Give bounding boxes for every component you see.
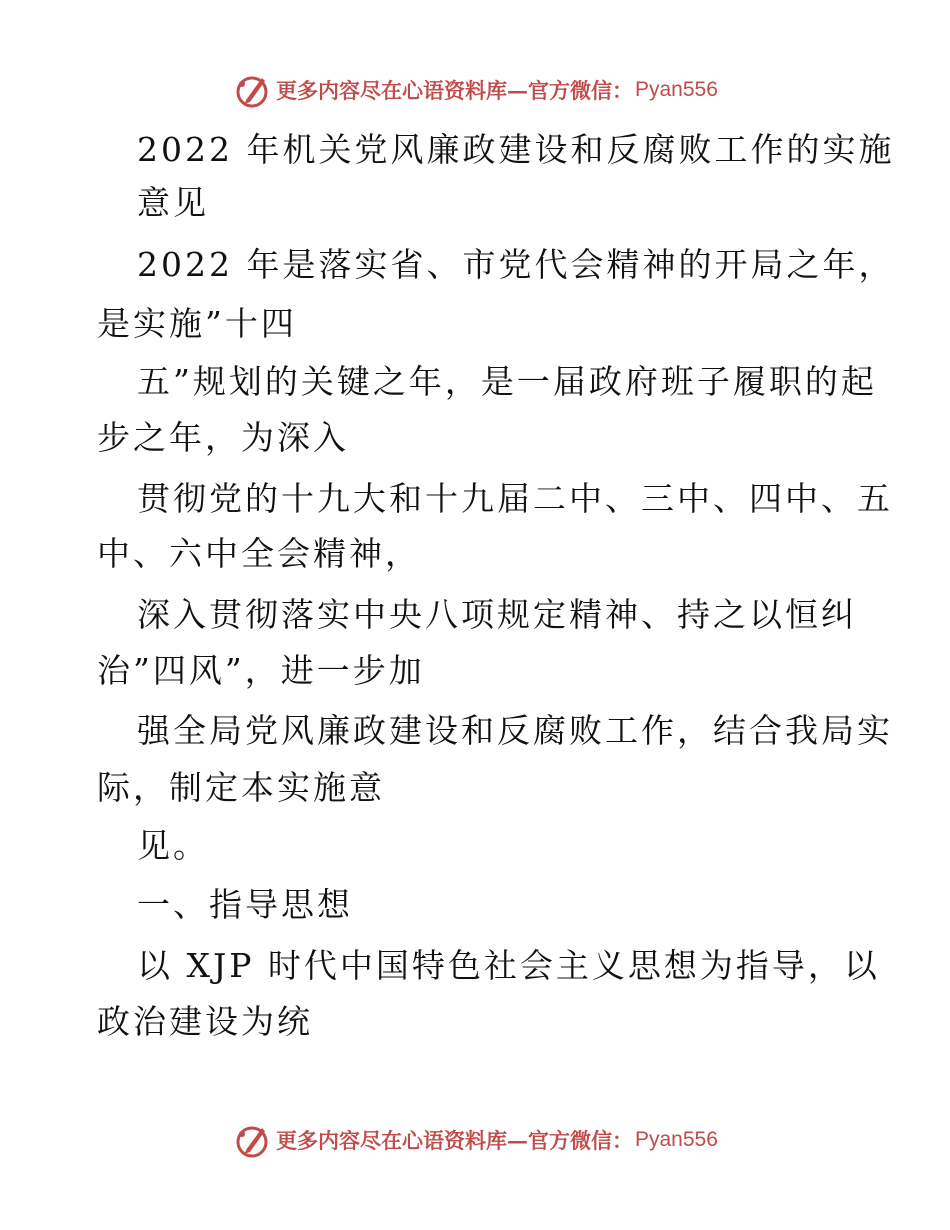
doc-line: 深入贯彻落实中央八项规定精神、持之以恒纠 — [137, 595, 857, 634]
watermark-account-label: 官方微信： — [528, 1128, 633, 1153]
header-watermark — [232, 70, 718, 110]
section-heading: 一、指导思想 — [137, 885, 353, 924]
doc-line: 政治建设为统 — [97, 1002, 313, 1041]
watermark-text: 更多内容尽在心语资料库 — [276, 78, 507, 103]
doc-line: 五”规划的关键之年，是一届政府班子履职的起 — [137, 362, 877, 401]
quill-pen-logo-icon — [232, 70, 272, 110]
doc-line: 2022 年是落实省、市党代会精神的开局之年， — [137, 245, 895, 284]
doc-line: 治”四风”，进一步加 — [97, 651, 425, 690]
watermark-text: 更多内容尽在心语资料库 — [276, 1128, 507, 1153]
watermark-account-label: 官方微信： — [528, 78, 633, 103]
watermark-account-id: Pyan556 — [635, 1128, 718, 1151]
doc-line: 际，制定本实施意 — [97, 768, 385, 807]
watermark-account-id: Pyan556 — [635, 78, 718, 101]
watermark-dash: — — [507, 1127, 528, 1153]
doc-line: 见。 — [137, 826, 209, 865]
watermark-dash: — — [507, 77, 528, 103]
footer-watermark — [232, 1120, 718, 1160]
quill-pen-logo-icon — [232, 1120, 272, 1160]
doc-line: 步之年，为深入 — [97, 418, 349, 457]
doc-line: 是实施”十四 — [97, 304, 297, 343]
doc-title-line-1: 2022 年机关党风廉政建设和反腐败工作的实施 — [137, 130, 895, 169]
doc-line: 贯彻党的十九大和十九届二中、三中、四中、五 — [137, 479, 893, 518]
doc-line: 强全局党风廉政建设和反腐败工作，结合我局实 — [137, 711, 893, 750]
doc-line: 中、六中全会精神， — [97, 534, 421, 573]
doc-line: 以 XJP 时代中国特色社会主义思想为指导，以 — [137, 946, 880, 985]
doc-title-line-2: 意见 — [137, 183, 209, 222]
